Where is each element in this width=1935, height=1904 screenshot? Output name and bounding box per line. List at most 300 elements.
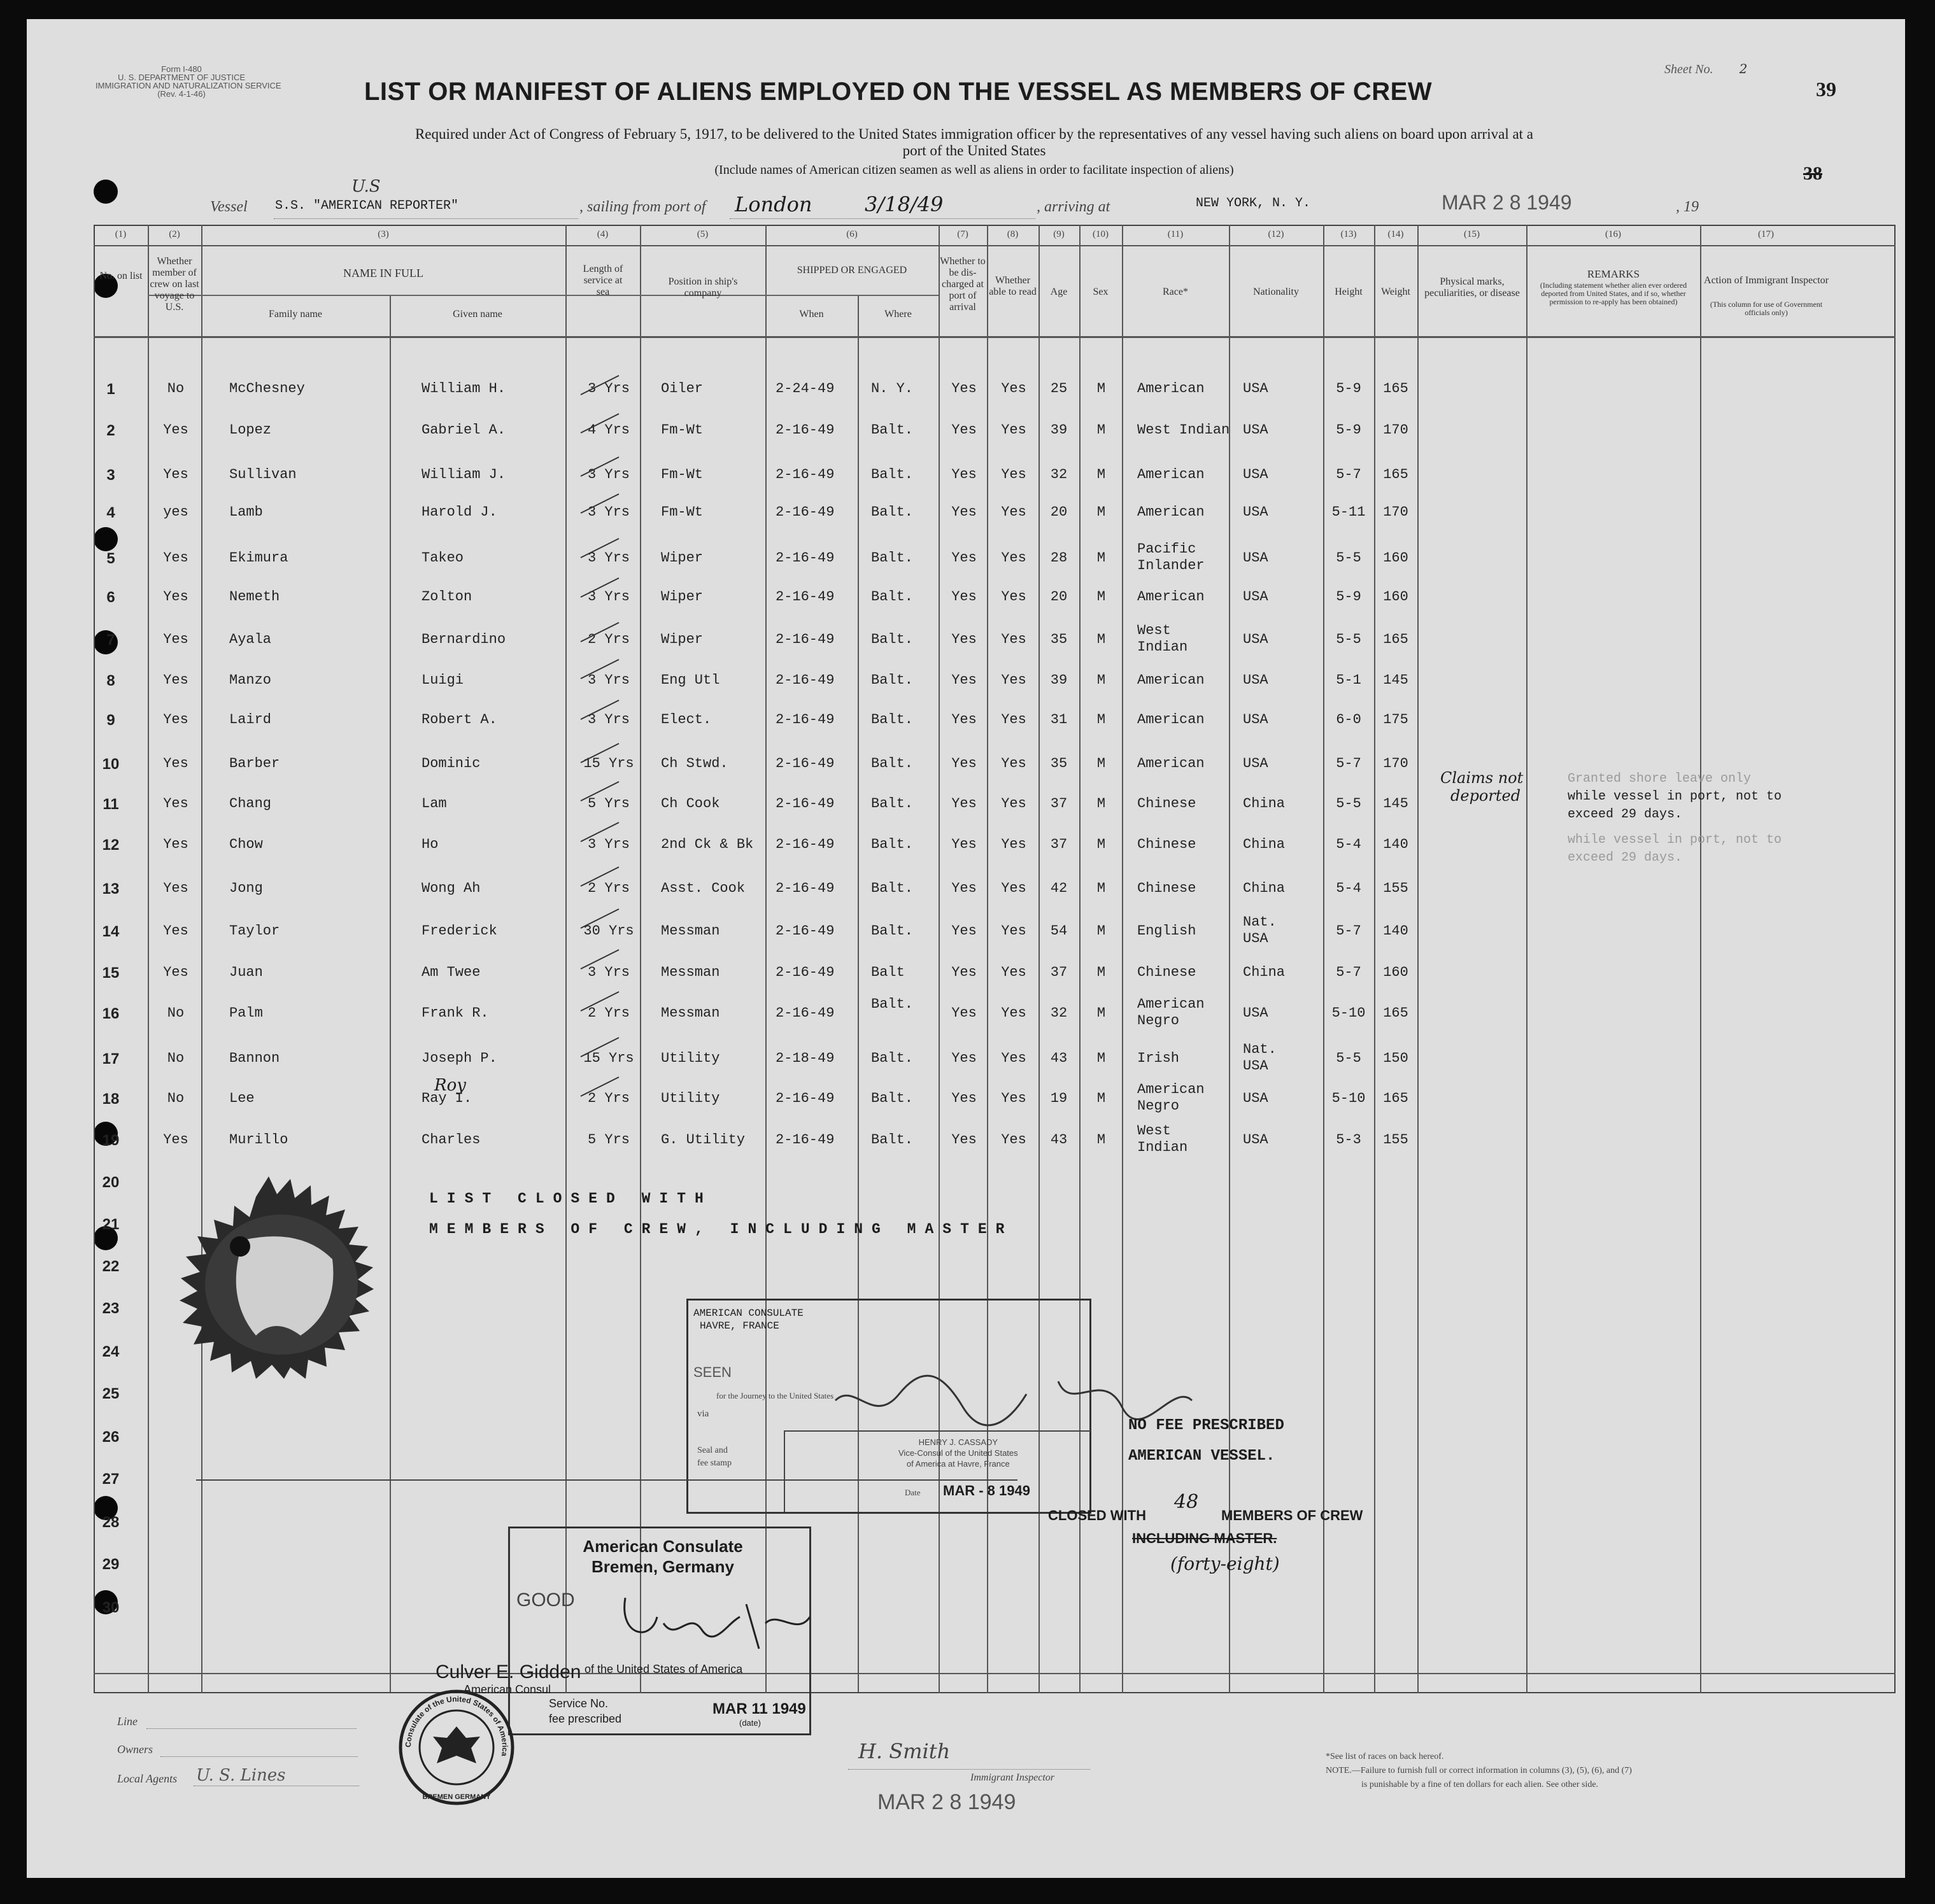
cell-nat: USA	[1243, 1132, 1268, 1148]
check-mark	[581, 950, 619, 969]
col-header-age: Age	[1050, 286, 1068, 297]
vessel-underline	[274, 218, 578, 219]
cell-height: 5-4	[1336, 836, 1361, 852]
cell-height: 5-7	[1336, 756, 1361, 772]
row-number: 10	[102, 756, 120, 773]
cell-service: 4 Yrs	[587, 422, 630, 438]
note-line-1: NOTE.—Failure to furnish full or correct information in columns (3), (5), (6), and (7)	[1326, 1766, 1632, 1775]
inspector-label: Immigrant Inspector	[970, 1772, 1054, 1783]
cell-nat: USA	[1243, 550, 1268, 566]
required-line-1: Required under Act of Congress of February 5, 1917, to be delivered to the United States immigration officer by the representatives of any vessel having such aliens on board upon arrival at a	[415, 126, 1534, 142]
cell-nat: USA	[1243, 589, 1268, 605]
cell-disch: Yes	[951, 672, 977, 688]
row-number: 22	[102, 1258, 120, 1275]
list-closed-line-2: MEMBERS OF CREW, INCLUDING MASTER	[429, 1221, 1014, 1238]
col-header-when: When	[799, 309, 824, 320]
cell-race: Chinese	[1137, 796, 1196, 812]
cell-disch: Yes	[951, 467, 977, 483]
cell-given: Dominic	[422, 756, 481, 772]
vessel-label: Vessel	[210, 199, 248, 215]
cell-sex: M	[1096, 631, 1106, 647]
cell-disch: Yes	[951, 712, 977, 728]
cell-weight: 165	[1383, 1005, 1408, 1021]
cell-when: 2-16-49	[776, 880, 835, 896]
sailing-date: 3/18/49	[865, 192, 944, 216]
remarks-text	[1568, 770, 1782, 867]
cell-race: West	[1137, 1123, 1171, 1139]
cell-age: 37	[1050, 964, 1068, 980]
cell-sex: M	[1096, 589, 1106, 605]
cell-when: 2-16-49	[776, 1090, 835, 1106]
cell-family: Lamb	[229, 504, 263, 520]
col-rule	[640, 225, 641, 1693]
colnum-10: (10)	[1093, 229, 1109, 239]
cell-age: 37	[1050, 836, 1068, 852]
cell-weight: 170	[1383, 504, 1408, 520]
form-dept: U. S. DEPARTMENT OF JUSTICE	[117, 73, 246, 82]
cell-sex: M	[1096, 467, 1106, 483]
row-number: 21	[102, 1216, 120, 1233]
cell-disch: Yes	[951, 1090, 977, 1106]
arrival-date-stamp: MAR 2 8 1949	[1442, 191, 1572, 214]
row-number: 12	[102, 836, 120, 854]
row-number: 16	[102, 1005, 120, 1022]
cell-service: 3 Yrs	[587, 467, 630, 483]
cell-age: 39	[1050, 422, 1068, 438]
col-header-sex: Sex	[1093, 286, 1109, 297]
cell-given: Bernardino	[422, 631, 506, 647]
cell-nat: USA	[1243, 422, 1268, 438]
havre-seal-fee	[697, 1444, 732, 1470]
check-mark	[581, 700, 619, 719]
cell-position: Wiper	[661, 550, 704, 566]
cell-family: Lopez	[229, 422, 272, 438]
cell-service: 3 Yrs	[587, 672, 630, 688]
row-number: 1	[106, 381, 115, 398]
cell-age: 31	[1050, 712, 1068, 728]
cell-given: Gabriel A.	[422, 422, 506, 438]
col-rule	[1700, 225, 1701, 1693]
colnum-16: (16)	[1605, 229, 1621, 239]
cell-where: Balt.	[871, 836, 914, 852]
havre-seen: SEEN	[693, 1364, 732, 1380]
col-rule	[390, 295, 391, 1692]
cell-given: Joseph P.	[422, 1050, 497, 1066]
havre-officer: HENRY J. CASSADY	[918, 1437, 998, 1447]
claims-line-1: Claims not	[1440, 769, 1524, 787]
cell-race: American	[1137, 467, 1205, 483]
cell-disch: Yes	[951, 923, 977, 939]
cell-where: Balt.	[871, 1090, 914, 1106]
check-mark	[581, 867, 619, 886]
page-title: LIST OR MANIFEST OF ALIENS EMPLOYED ON THE VESSEL AS MEMBERS OF CREW	[364, 78, 1433, 106]
havre-date-label: Date	[905, 1488, 921, 1497]
cell-nat: Nat.	[1243, 1041, 1277, 1057]
cell-age: 28	[1050, 550, 1068, 566]
colnum-2: (2)	[169, 229, 180, 239]
check-mark	[581, 578, 619, 597]
year-label: , 19	[1676, 199, 1699, 215]
binder-hole	[94, 180, 118, 204]
cell-weight: 160	[1383, 550, 1408, 566]
remark-line: exceed 29 days.	[1568, 807, 1683, 822]
cell-when: 2-16-49	[776, 631, 835, 647]
cell-sex: M	[1096, 756, 1106, 772]
remark-line: while vessel in port, not to	[1568, 833, 1782, 847]
inspector-underline	[848, 1768, 1090, 1770]
havre-seal: Seal and	[697, 1446, 728, 1455]
cell-weight: 155	[1383, 880, 1408, 896]
cell-service: 3 Yrs	[587, 550, 630, 566]
cell-position: 2nd Ck & Bk	[661, 836, 754, 852]
cell-where: Balt.	[871, 589, 914, 605]
check-mark	[581, 1077, 619, 1096]
check-mark	[581, 992, 619, 1011]
colnum-3: (3)	[378, 229, 389, 239]
cell-prev: yes	[163, 504, 188, 520]
cell-when: 2-16-49	[776, 550, 835, 566]
cell-read: Yes	[1001, 796, 1026, 812]
cell-height: 5-7	[1336, 923, 1361, 939]
havre-title-1: Vice-Consul of the United States	[898, 1448, 1018, 1458]
cell-given: Zolton	[422, 589, 472, 605]
colnum-15: (15)	[1464, 229, 1480, 239]
cell-sex: M	[1096, 1050, 1106, 1066]
row-number: 13	[102, 880, 120, 898]
cell-position: Ch Stwd.	[661, 756, 728, 772]
col-header-height: Height	[1335, 286, 1363, 297]
sheet-label: Sheet No.	[1664, 62, 1713, 76]
cell-sex: M	[1096, 923, 1106, 939]
cell-nat: USA	[1243, 672, 1268, 688]
cell-prev: Yes	[163, 964, 188, 980]
cell-weight: 160	[1383, 964, 1408, 980]
cell-nat: USA	[1243, 504, 1268, 520]
cell-age: 43	[1050, 1132, 1068, 1148]
cell-service: 5 Yrs	[587, 1132, 630, 1148]
cell-position: Oiler	[661, 381, 704, 397]
cell-given: Ray I.	[422, 1090, 472, 1106]
bremen-service-no: Service No.	[549, 1697, 609, 1710]
col-header-family: Family name	[269, 309, 322, 320]
cell-prev: Yes	[163, 796, 188, 812]
cell-given: William J.	[422, 467, 506, 483]
members-of-crew-label: MEMBERS OF CREW	[1221, 1507, 1363, 1523]
agents-label: Local Agents	[117, 1772, 178, 1785]
cell-family: Nemeth	[229, 589, 280, 605]
cell-position: Messman	[661, 923, 720, 939]
col-rule	[1374, 225, 1375, 1693]
corner-mark: 38	[1803, 163, 1822, 184]
cell-weight: 165	[1383, 381, 1408, 397]
bremen-fee: fee prescribed	[549, 1712, 622, 1725]
cell-disch: Yes	[951, 880, 977, 896]
cell-sex: M	[1096, 836, 1106, 852]
cell-height: 5-11	[1331, 504, 1366, 520]
cell-age: 35	[1050, 756, 1068, 772]
cell-height: 5-4	[1336, 880, 1361, 896]
cell-height: 5-7	[1336, 467, 1361, 483]
colnum-8: (8)	[1007, 229, 1019, 239]
check-mark	[581, 782, 619, 801]
cell-where: Balt.	[871, 756, 914, 772]
signature-rule	[196, 1479, 1017, 1481]
col-header-position: Position in ship's company	[668, 276, 738, 299]
cell-weight: 170	[1383, 422, 1408, 438]
cell-where: Balt	[871, 964, 905, 980]
cell-nat: China	[1243, 964, 1286, 980]
including-master-label: INCLUDING MASTER.	[1132, 1530, 1277, 1546]
form-id: Form I-480	[161, 64, 202, 74]
arriving-label: , arriving at	[1037, 199, 1110, 215]
eagle-icon	[433, 1726, 480, 1763]
cell-disch: Yes	[951, 836, 977, 852]
cell-service: 30 Yrs	[583, 923, 634, 939]
havre-line-2: HAVRE, FRANCE	[700, 1320, 779, 1332]
cell-position: Utility	[661, 1050, 720, 1066]
colnum-1: (1)	[115, 229, 127, 239]
cell-prev: Yes	[163, 1132, 188, 1148]
cell-age: 37	[1050, 796, 1068, 812]
col-rule	[1323, 225, 1324, 1693]
cell-service: 3 Yrs	[587, 712, 630, 728]
cell-sex: M	[1096, 1005, 1106, 1021]
cell-when: 2-16-49	[776, 672, 835, 688]
col-rule	[1229, 225, 1230, 1693]
cell-where: Balt.	[871, 880, 914, 896]
cell-race-line2: Indian	[1137, 1139, 1188, 1155]
cell-race: American	[1137, 381, 1205, 397]
cell-where: Balt.	[871, 996, 914, 1012]
cell-race: West Indian	[1137, 422, 1230, 438]
cell-read: Yes	[1001, 504, 1026, 520]
cell-read: Yes	[1001, 422, 1026, 438]
cell-position: Messman	[661, 964, 720, 980]
cell-sex: M	[1096, 1090, 1106, 1106]
cell-sex: M	[1096, 422, 1106, 438]
cell-nat: USA	[1243, 467, 1268, 483]
cell-given: Robert A.	[422, 712, 497, 728]
row-number: 17	[102, 1050, 120, 1068]
cell-sex: M	[1096, 964, 1106, 980]
cell-age: 20	[1050, 589, 1068, 605]
cell-when: 2-16-49	[776, 712, 835, 728]
cell-read: Yes	[1001, 672, 1026, 688]
cell-position: Fm-Wt	[661, 467, 704, 483]
row-number: 23	[102, 1300, 120, 1317]
cell-disch: Yes	[951, 631, 977, 647]
check-mark	[581, 822, 619, 842]
cell-sex: M	[1096, 1132, 1106, 1148]
check-mark	[581, 494, 619, 513]
remark-line: exceed 29 days.	[1568, 850, 1683, 865]
cell-height: 6-0	[1336, 712, 1361, 728]
cell-height: 5-5	[1336, 796, 1361, 812]
col-header-nationality: Nationality	[1253, 286, 1299, 297]
cell-prev: No	[167, 1005, 185, 1021]
cell-position: Utility	[661, 1090, 720, 1106]
claims-line-2: deported	[1450, 787, 1521, 805]
cell-position: Eng Utl	[661, 672, 720, 688]
cell-height: 5-3	[1336, 1132, 1361, 1148]
havre-via: via	[697, 1409, 709, 1419]
row-number: 3	[106, 467, 115, 484]
cell-when: 2-16-49	[776, 836, 835, 852]
cell-read: Yes	[1001, 467, 1026, 483]
include-note: (Include names of American citizen seamen as well as aliens in order to facilitate inspection of aliens)	[714, 163, 1234, 177]
cell-sex: M	[1096, 550, 1106, 566]
col-header-prev-member: Whether member of crew on last voyage to U.S.	[150, 256, 199, 313]
footer-rule	[94, 1673, 1896, 1674]
forty-eight-handwritten: (forty-eight)	[1170, 1553, 1280, 1574]
cell-where: Balt.	[871, 504, 914, 520]
col-rule	[1526, 225, 1527, 1693]
cell-weight: 155	[1383, 1132, 1408, 1148]
cell-read: Yes	[1001, 1005, 1026, 1021]
row-number: 25	[102, 1385, 120, 1402]
cell-given: Frederick	[422, 923, 497, 939]
col-header-where: Where	[884, 309, 912, 320]
cell-where: Balt.	[871, 422, 914, 438]
cell-race: American	[1137, 504, 1205, 520]
cell-age: 39	[1050, 672, 1068, 688]
cell-disch: Yes	[951, 1132, 977, 1148]
no-fee-line-1: NO FEE PRESCRIBED	[1128, 1417, 1284, 1434]
cell-race: Chinese	[1137, 880, 1196, 896]
cell-weight: 160	[1383, 589, 1408, 605]
cell-age: 42	[1050, 880, 1068, 896]
cell-read: Yes	[1001, 589, 1026, 605]
cell-given: Am Twee	[422, 964, 481, 980]
sheet-number: 2	[1739, 61, 1748, 76]
cell-race: American	[1137, 996, 1205, 1012]
claims-not-deported	[1440, 769, 1523, 805]
cell-nat-line2: USA	[1243, 931, 1268, 947]
row-number: 4	[106, 504, 115, 521]
havre-stamp-header	[693, 1307, 804, 1332]
cell-read: Yes	[1001, 381, 1026, 397]
colnum-rule	[94, 245, 1896, 246]
bremen-date-label: (date)	[739, 1718, 761, 1728]
cell-family: Bannon	[229, 1050, 280, 1066]
cell-read: Yes	[1001, 1090, 1026, 1106]
cell-where: N. Y.	[871, 381, 914, 397]
colnum-13: (13)	[1340, 229, 1357, 239]
cell-where: Balt.	[871, 923, 914, 939]
cell-nat: USA	[1243, 631, 1268, 647]
sailing-label: , sailing from port of	[579, 199, 706, 215]
bremen-date: MAR 11 1949	[712, 1700, 806, 1717]
cell-race: Pacific	[1137, 541, 1196, 557]
cell-given: Harold J.	[422, 504, 497, 520]
page-number: 39	[1816, 78, 1836, 101]
cell-position: Asst. Cook	[661, 880, 746, 896]
bremen-header	[535, 1536, 790, 1577]
cell-when: 2-16-49	[776, 964, 835, 980]
cell-read: Yes	[1001, 550, 1026, 566]
cell-prev: Yes	[163, 589, 188, 605]
row-number: 30	[102, 1599, 120, 1616]
cell-given: Ho	[422, 836, 439, 852]
cell-service: 3 Yrs	[587, 836, 630, 852]
cell-where: Balt.	[871, 796, 914, 812]
line-underline	[146, 1728, 357, 1729]
bremen-signature	[613, 1585, 816, 1655]
manifest-sheet	[27, 19, 1905, 1878]
cell-read: Yes	[1001, 880, 1026, 896]
col-header-given: Given name	[453, 309, 502, 320]
cell-family: Laird	[229, 712, 272, 728]
cell-race-line2: Inlander	[1137, 558, 1205, 574]
cell-service: 3 Yrs	[587, 504, 630, 520]
closed-count: 48	[1174, 1491, 1199, 1513]
cell-family: Ekimura	[229, 550, 288, 566]
cell-position: Messman	[661, 1005, 720, 1021]
form-rev: (Rev. 4-1-46)	[157, 89, 206, 99]
cell-race-line2: Indian	[1137, 639, 1188, 655]
cell-prev: Yes	[163, 836, 188, 852]
colnum-12: (12)	[1268, 229, 1284, 239]
cell-weight: 165	[1383, 631, 1408, 647]
note-line-2: is punishable by a fine of ten dollars for each alien. See other side.	[1361, 1780, 1599, 1789]
cell-service: 5 Yrs	[587, 796, 630, 812]
bremen-consul-title: American Consul	[464, 1683, 551, 1696]
cell-position: Wiper	[661, 589, 704, 605]
havre-date: MAR - 8 1949	[943, 1483, 1030, 1499]
cell-when: 2-16-49	[776, 504, 835, 520]
inspector-signature: H. Smith	[858, 1739, 951, 1763]
cell-height: 5-7	[1336, 964, 1361, 980]
cell-service: 2 Yrs	[587, 1005, 630, 1021]
cell-weight: 165	[1383, 1090, 1408, 1106]
havre-line-1: AMERICAN CONSULATE	[693, 1308, 804, 1319]
havre-for-journey: for the Journey to the United States	[716, 1391, 834, 1400]
form-service: IMMIGRATION AND NATURALIZATION SERVICE	[96, 81, 281, 90]
cell-race: American	[1137, 1082, 1205, 1097]
cell-disch: Yes	[951, 422, 977, 438]
cell-when: 2-16-49	[776, 1132, 835, 1148]
cell-given: Wong Ah	[422, 880, 481, 896]
colnum-4: (4)	[597, 229, 609, 239]
cell-age: 35	[1050, 631, 1068, 647]
col-rule	[1122, 225, 1123, 1693]
row-number: 15	[102, 964, 120, 982]
line-label: Line	[117, 1715, 138, 1728]
cell-family: Murillo	[229, 1132, 288, 1148]
cell-age: 19	[1050, 1090, 1068, 1106]
cell-height: 5-9	[1336, 381, 1361, 397]
cell-service: 3 Yrs	[587, 589, 630, 605]
check-mark	[581, 1038, 619, 1057]
cell-prev: Yes	[163, 672, 188, 688]
cell-read: Yes	[1001, 1132, 1026, 1148]
check-mark	[581, 457, 619, 476]
cell-race: Chinese	[1137, 964, 1196, 980]
cell-service: 15 Yrs	[583, 1050, 634, 1066]
cell-family: Manzo	[229, 672, 272, 688]
cell-read: Yes	[1001, 756, 1026, 772]
cell-race-line2: Negro	[1137, 1098, 1180, 1114]
cell-disch: Yes	[951, 589, 977, 605]
col-header-no: No. on list	[99, 271, 143, 281]
cell-nat: USA	[1243, 381, 1268, 397]
check-mark	[581, 414, 619, 433]
owners-underline	[160, 1756, 358, 1757]
cell-service: 2 Yrs	[587, 1090, 630, 1106]
cell-age: 54	[1050, 923, 1068, 939]
vessel-name: S.S. "AMERICAN REPORTER"	[275, 199, 459, 213]
cell-nat: Nat.	[1243, 914, 1277, 930]
